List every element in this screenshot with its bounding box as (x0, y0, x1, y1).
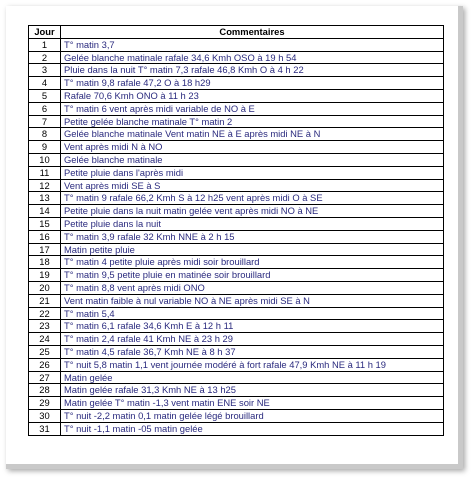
table-row (29, 141, 444, 154)
day-cell[interactable]: 3 (29, 64, 61, 77)
header-row (29, 26, 444, 39)
day-cell[interactable]: 22 (29, 307, 61, 320)
day-cell[interactable]: 11 (29, 166, 61, 179)
comment-cell[interactable]: Matin gelée (61, 371, 444, 384)
table-row (29, 217, 444, 230)
table-row (29, 384, 444, 397)
comment-cell[interactable]: Gelée blanche matinale Vent matin NE à E après midi NE à N (61, 128, 444, 141)
day-cell[interactable]: 18 (29, 256, 61, 269)
comment-column-header[interactable]: Commentaires (61, 26, 444, 39)
comment-cell[interactable]: Matin gelée T° matin -1,3 vent matin ENE soir NE (61, 397, 444, 410)
comment-cell[interactable]: T° nuit -1,1 matin -05 matin gelée (61, 422, 444, 435)
table-row (29, 320, 444, 333)
day-cell[interactable]: 12 (29, 179, 61, 192)
day-cell[interactable]: 21 (29, 294, 61, 307)
comment-cell[interactable]: T° matin 6,1 rafale 34,6 Kmh E à 12 h 11 (61, 320, 444, 333)
day-cell[interactable]: 14 (29, 205, 61, 218)
table-row (29, 179, 444, 192)
day-cell[interactable]: 23 (29, 320, 61, 333)
comment-cell[interactable]: T° nuit -2,2 matin 0,1 matin gelée légé brouillard (61, 409, 444, 422)
comment-cell[interactable]: Petite pluie dans la nuit matin gelée vent après midi NO à NE (61, 205, 444, 218)
table-row (29, 281, 444, 294)
day-cell[interactable]: 17 (29, 243, 61, 256)
comment-cell[interactable]: Pluie dans la nuit T° matin 7,3 rafale 46,8 Kmh O à 4 h 22 (61, 64, 444, 77)
table-row (29, 205, 444, 218)
day-cell[interactable]: 19 (29, 269, 61, 282)
table-row (29, 256, 444, 269)
spreadsheet-page (6, 6, 463, 469)
table-row (29, 38, 444, 51)
comment-cell[interactable]: T° matin 3,7 (61, 38, 444, 51)
table-row (29, 77, 444, 90)
table-row (29, 307, 444, 320)
day-cell[interactable]: 9 (29, 141, 61, 154)
table-row (29, 294, 444, 307)
day-cell[interactable]: 31 (29, 422, 61, 435)
comment-cell[interactable]: T° matin 9 rafale 66,2 Kmh S à 12 h25 vent après midi O à SE (61, 192, 444, 205)
day-cell[interactable]: 8 (29, 128, 61, 141)
table-row (29, 409, 444, 422)
comment-cell[interactable]: Matin petite pluie (61, 243, 444, 256)
table-row (29, 243, 444, 256)
comment-cell[interactable]: Petite gelée blanche matinale T° matin 2 (61, 115, 444, 128)
day-cell[interactable]: 5 (29, 89, 61, 102)
day-cell[interactable]: 4 (29, 77, 61, 90)
comment-cell[interactable]: Rafale 70,6 Kmh ONO à 11 h 23 (61, 89, 444, 102)
table-row (29, 345, 444, 358)
comment-cell[interactable]: Gelée blanche matinale rafale 34,6 Kmh OSO à 19 h 54 (61, 51, 444, 64)
table-row (29, 89, 444, 102)
comment-cell[interactable]: Vent après midi N à NO (61, 141, 444, 154)
day-cell[interactable]: 15 (29, 217, 61, 230)
table-row (29, 51, 444, 64)
table-row (29, 192, 444, 205)
comment-cell[interactable]: T° matin 8,8 vent après midi ONO (61, 281, 444, 294)
comment-cell[interactable]: Petite pluie dans la nuit (61, 217, 444, 230)
table-row (29, 115, 444, 128)
day-column-header[interactable]: Jour (29, 26, 61, 39)
table-row (29, 397, 444, 410)
comment-cell[interactable]: T° matin 9,8 rafale 47,2 O à 18 h29 (61, 77, 444, 90)
day-cell[interactable]: 2 (29, 51, 61, 64)
day-cell[interactable]: 27 (29, 371, 61, 384)
day-cell[interactable]: 10 (29, 153, 61, 166)
table-row (29, 166, 444, 179)
table-row (29, 333, 444, 346)
weather-comments-table (28, 25, 444, 436)
comment-cell[interactable]: Petite pluie dans l'après midi (61, 166, 444, 179)
comment-cell[interactable]: T° matin 4,5 rafale 36,7 Kmh NE à 8 h 37 (61, 345, 444, 358)
comment-cell[interactable]: Vent matin faible à nul variable NO à NE après midi SE à N (61, 294, 444, 307)
day-cell[interactable]: 28 (29, 384, 61, 397)
day-cell[interactable]: 26 (29, 358, 61, 371)
table-row (29, 128, 444, 141)
day-cell[interactable]: 20 (29, 281, 61, 294)
day-cell[interactable]: 16 (29, 230, 61, 243)
comment-cell[interactable]: T° matin 6 vent après midi variable de NO à E (61, 102, 444, 115)
day-cell[interactable]: 1 (29, 38, 61, 51)
table-row (29, 230, 444, 243)
table-row (29, 371, 444, 384)
table-row (29, 269, 444, 282)
table-body (29, 38, 444, 435)
day-cell[interactable]: 24 (29, 333, 61, 346)
table-row (29, 153, 444, 166)
day-cell[interactable]: 6 (29, 102, 61, 115)
day-cell[interactable]: 13 (29, 192, 61, 205)
table-row (29, 358, 444, 371)
comment-cell[interactable]: T° matin 2,4 rafale 41 Kmh NE à 23 h 29 (61, 333, 444, 346)
comment-cell[interactable]: Matin gelée rafale 31,3 Kmh NE à 13 h25 (61, 384, 444, 397)
comment-cell[interactable]: T° matin 9,5 petite pluie en matinée soir brouillard (61, 269, 444, 282)
comment-cell[interactable]: T° matin 5,4 (61, 307, 444, 320)
comment-cell[interactable]: T° matin 3,9 rafale 32 Kmh NNE à 2 h 15 (61, 230, 444, 243)
comment-cell[interactable]: Gelée blanche matinale (61, 153, 444, 166)
table-row (29, 422, 444, 435)
comment-cell[interactable]: T° nuit 5,8 matin 1,1 vent journée modéré à fort rafale 47,9 Kmh NE à 11 h 19 (61, 358, 444, 371)
comment-cell[interactable]: Vent après midi SE à S (61, 179, 444, 192)
day-cell[interactable]: 30 (29, 409, 61, 422)
table-row (29, 64, 444, 77)
day-cell[interactable]: 7 (29, 115, 61, 128)
table-row (29, 102, 444, 115)
day-cell[interactable]: 29 (29, 397, 61, 410)
comment-cell[interactable]: T° matin 4 petite pluie après midi soir brouillard (61, 256, 444, 269)
day-cell[interactable]: 25 (29, 345, 61, 358)
